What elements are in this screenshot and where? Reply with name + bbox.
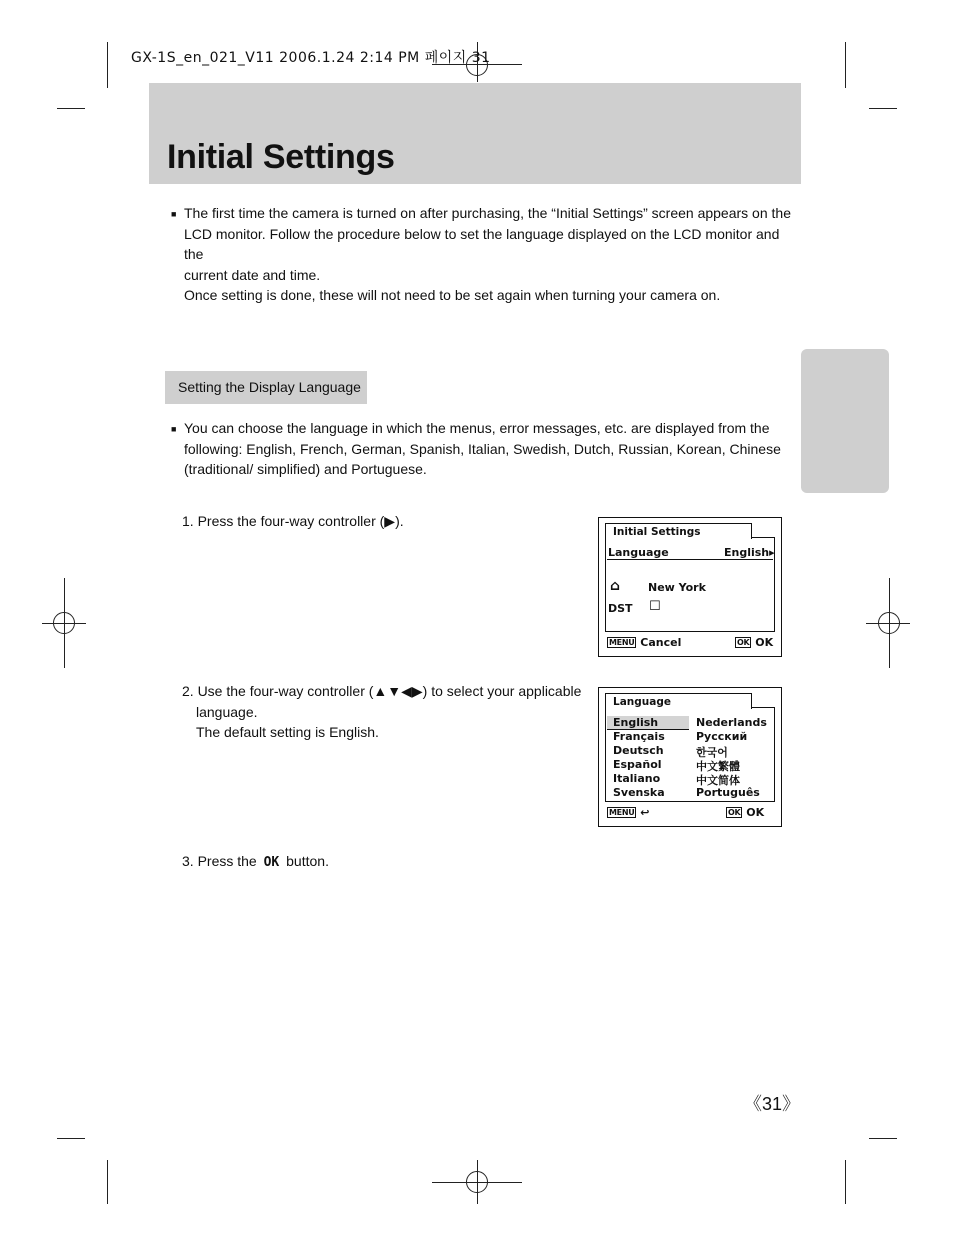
home-icon: ⌂ [610, 578, 621, 594]
ok-confirm: OK OK [737, 636, 774, 649]
registration-mark [878, 612, 900, 634]
ok-key-icon: OK [737, 638, 750, 647]
language-option: Português [696, 786, 760, 799]
dst-label: DST [608, 602, 633, 615]
crop-mark [869, 108, 897, 109]
step-3: 3. Press the OK button. [182, 853, 329, 870]
intro-paragraph: The first time the camera is turned on after purchasing, the “Initial Settings” screen appears on the LCD monitor. Follow the procedure below to set the language displayed on the LCD monitor and the current date and time. Once setting is done, these will not need to be set again when turning your camera on. [184, 205, 791, 303]
back-arrow-icon: ↩ [640, 806, 650, 819]
crop-mark [845, 42, 846, 88]
language-option: Deutsch [613, 744, 664, 757]
language-option: Français [613, 730, 665, 743]
screen-title: Language [613, 696, 671, 708]
language-option: Español [613, 758, 662, 771]
language-option: 한국어 [696, 746, 728, 759]
language-option: 中文简体 [696, 774, 740, 787]
menu-key-icon: MENU [609, 808, 635, 817]
menu-cancel: MENU Cancel [609, 636, 682, 649]
lcd-initial-settings-screen [598, 517, 782, 657]
registration-mark [466, 1171, 488, 1193]
screen-title: Initial Settings [613, 526, 701, 538]
language-option: Svenska [613, 786, 665, 799]
ok-key-icon: OK [263, 855, 280, 870]
language-option: Nederlands [696, 716, 767, 729]
crop-mark [845, 1160, 846, 1204]
bullet-icon: ■ [171, 424, 177, 434]
crop-mark [869, 1138, 897, 1139]
crop-mark [57, 108, 85, 109]
ok-confirm: OK OK [728, 806, 765, 819]
language-value: English▸ [724, 546, 775, 559]
page-title: Initial Settings [167, 138, 395, 176]
home-city: New York [648, 581, 706, 594]
menu-back [607, 806, 649, 819]
language-option: English [613, 716, 659, 729]
registration-mark [53, 612, 75, 634]
crop-mark [57, 1138, 85, 1139]
print-header: GX-1S_en_021_V11 2006.1.24 2:14 PM 페이지 31 [131, 50, 491, 66]
section-heading: Setting the Display Language [165, 371, 367, 404]
language-option: Русский [696, 730, 748, 743]
crop-mark [107, 1160, 108, 1204]
lcd-language-screen [598, 687, 782, 827]
bullet-icon: ■ [171, 209, 177, 219]
chapter-tab [801, 349, 889, 493]
languages-paragraph: You can choose the language in which the menus, error messages, etc. are displayed from the following: English, French, German, Spanish, Italian, Swedish, Dutch, Russian, Korean, Chinese (traditional/ simplified) and Portuguese. [184, 420, 781, 477]
crop-mark [107, 42, 108, 88]
language-option: Italiano [613, 772, 661, 785]
ok-key-icon: OK [728, 808, 741, 817]
step-1: 1. Press the four-way controller (▶). [182, 513, 404, 529]
step-2: 2. Use the four-way controller (▲▼◀▶) to select your applicable language. The default setting is English. [182, 683, 582, 740]
menu-key-icon: MENU [609, 638, 635, 647]
dst-checkbox: ☐ [649, 599, 661, 614]
language-label: Language [608, 546, 669, 559]
page-number: 《31》 [744, 1094, 801, 1114]
language-option: 中文繁體 [696, 760, 740, 773]
